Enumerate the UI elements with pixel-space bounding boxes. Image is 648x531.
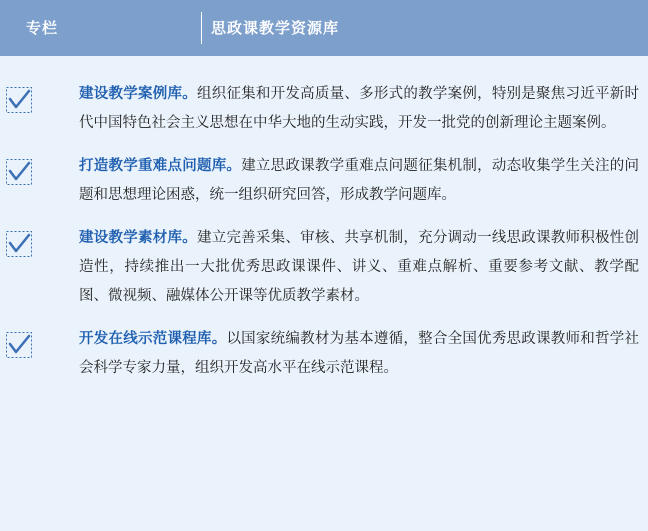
- list-item: [0, 224, 648, 311]
- checkbox-icon: [6, 87, 32, 113]
- checkbox-icon: [6, 332, 32, 358]
- item-text: [79, 152, 639, 210]
- column-header: [0, 0, 648, 56]
- item-lead: 建设教学素材库。: [79, 230, 197, 246]
- column-label: 专栏: [26, 19, 59, 37]
- checkbox-icon: [6, 231, 32, 257]
- list-item: [0, 325, 648, 383]
- item-list: [0, 80, 648, 383]
- item-text: [79, 80, 639, 138]
- column-title: 思政课教学资源库: [211, 19, 340, 37]
- list-item: [0, 152, 648, 210]
- item-body: 建立完善采集、审核、共享机制，充分调动一线思政课教师积极性创造性，持续推出一大批优秀思政课课件、讲义、重难点解析、重要参考文献、教学配图、微视频、融媒体公开课等优质教学素材。: [79, 230, 640, 304]
- list-item: [0, 80, 648, 138]
- item-body: 以国家统编教材为基本遵循，整合全国优秀思政课教师和哲学社会科学专家力量，组织开发高水平在线示范课程。: [79, 331, 640, 376]
- item-lead: 打造教学重难点问题库。: [79, 158, 242, 174]
- item-text: [79, 325, 639, 383]
- header-divider: [201, 12, 202, 44]
- item-lead: 开发在线示范课程库。: [79, 331, 227, 347]
- item-lead: 建设教学案例库。: [79, 86, 197, 102]
- item-text: [79, 224, 639, 311]
- item-body: 组织征集和开发高质量、多形式的教学案例，特别是聚焦习近平新时代中国特色社会主义思想在中华大地的生动实践，开发一批党的创新理论主题案例。: [79, 86, 640, 131]
- item-body: 建立思政课教学重难点问题征集机制，动态收集学生关注的问题和思想理论困惑，统一组织研究回答，形成教学问题库。: [79, 158, 640, 203]
- checkbox-icon: [6, 159, 32, 185]
